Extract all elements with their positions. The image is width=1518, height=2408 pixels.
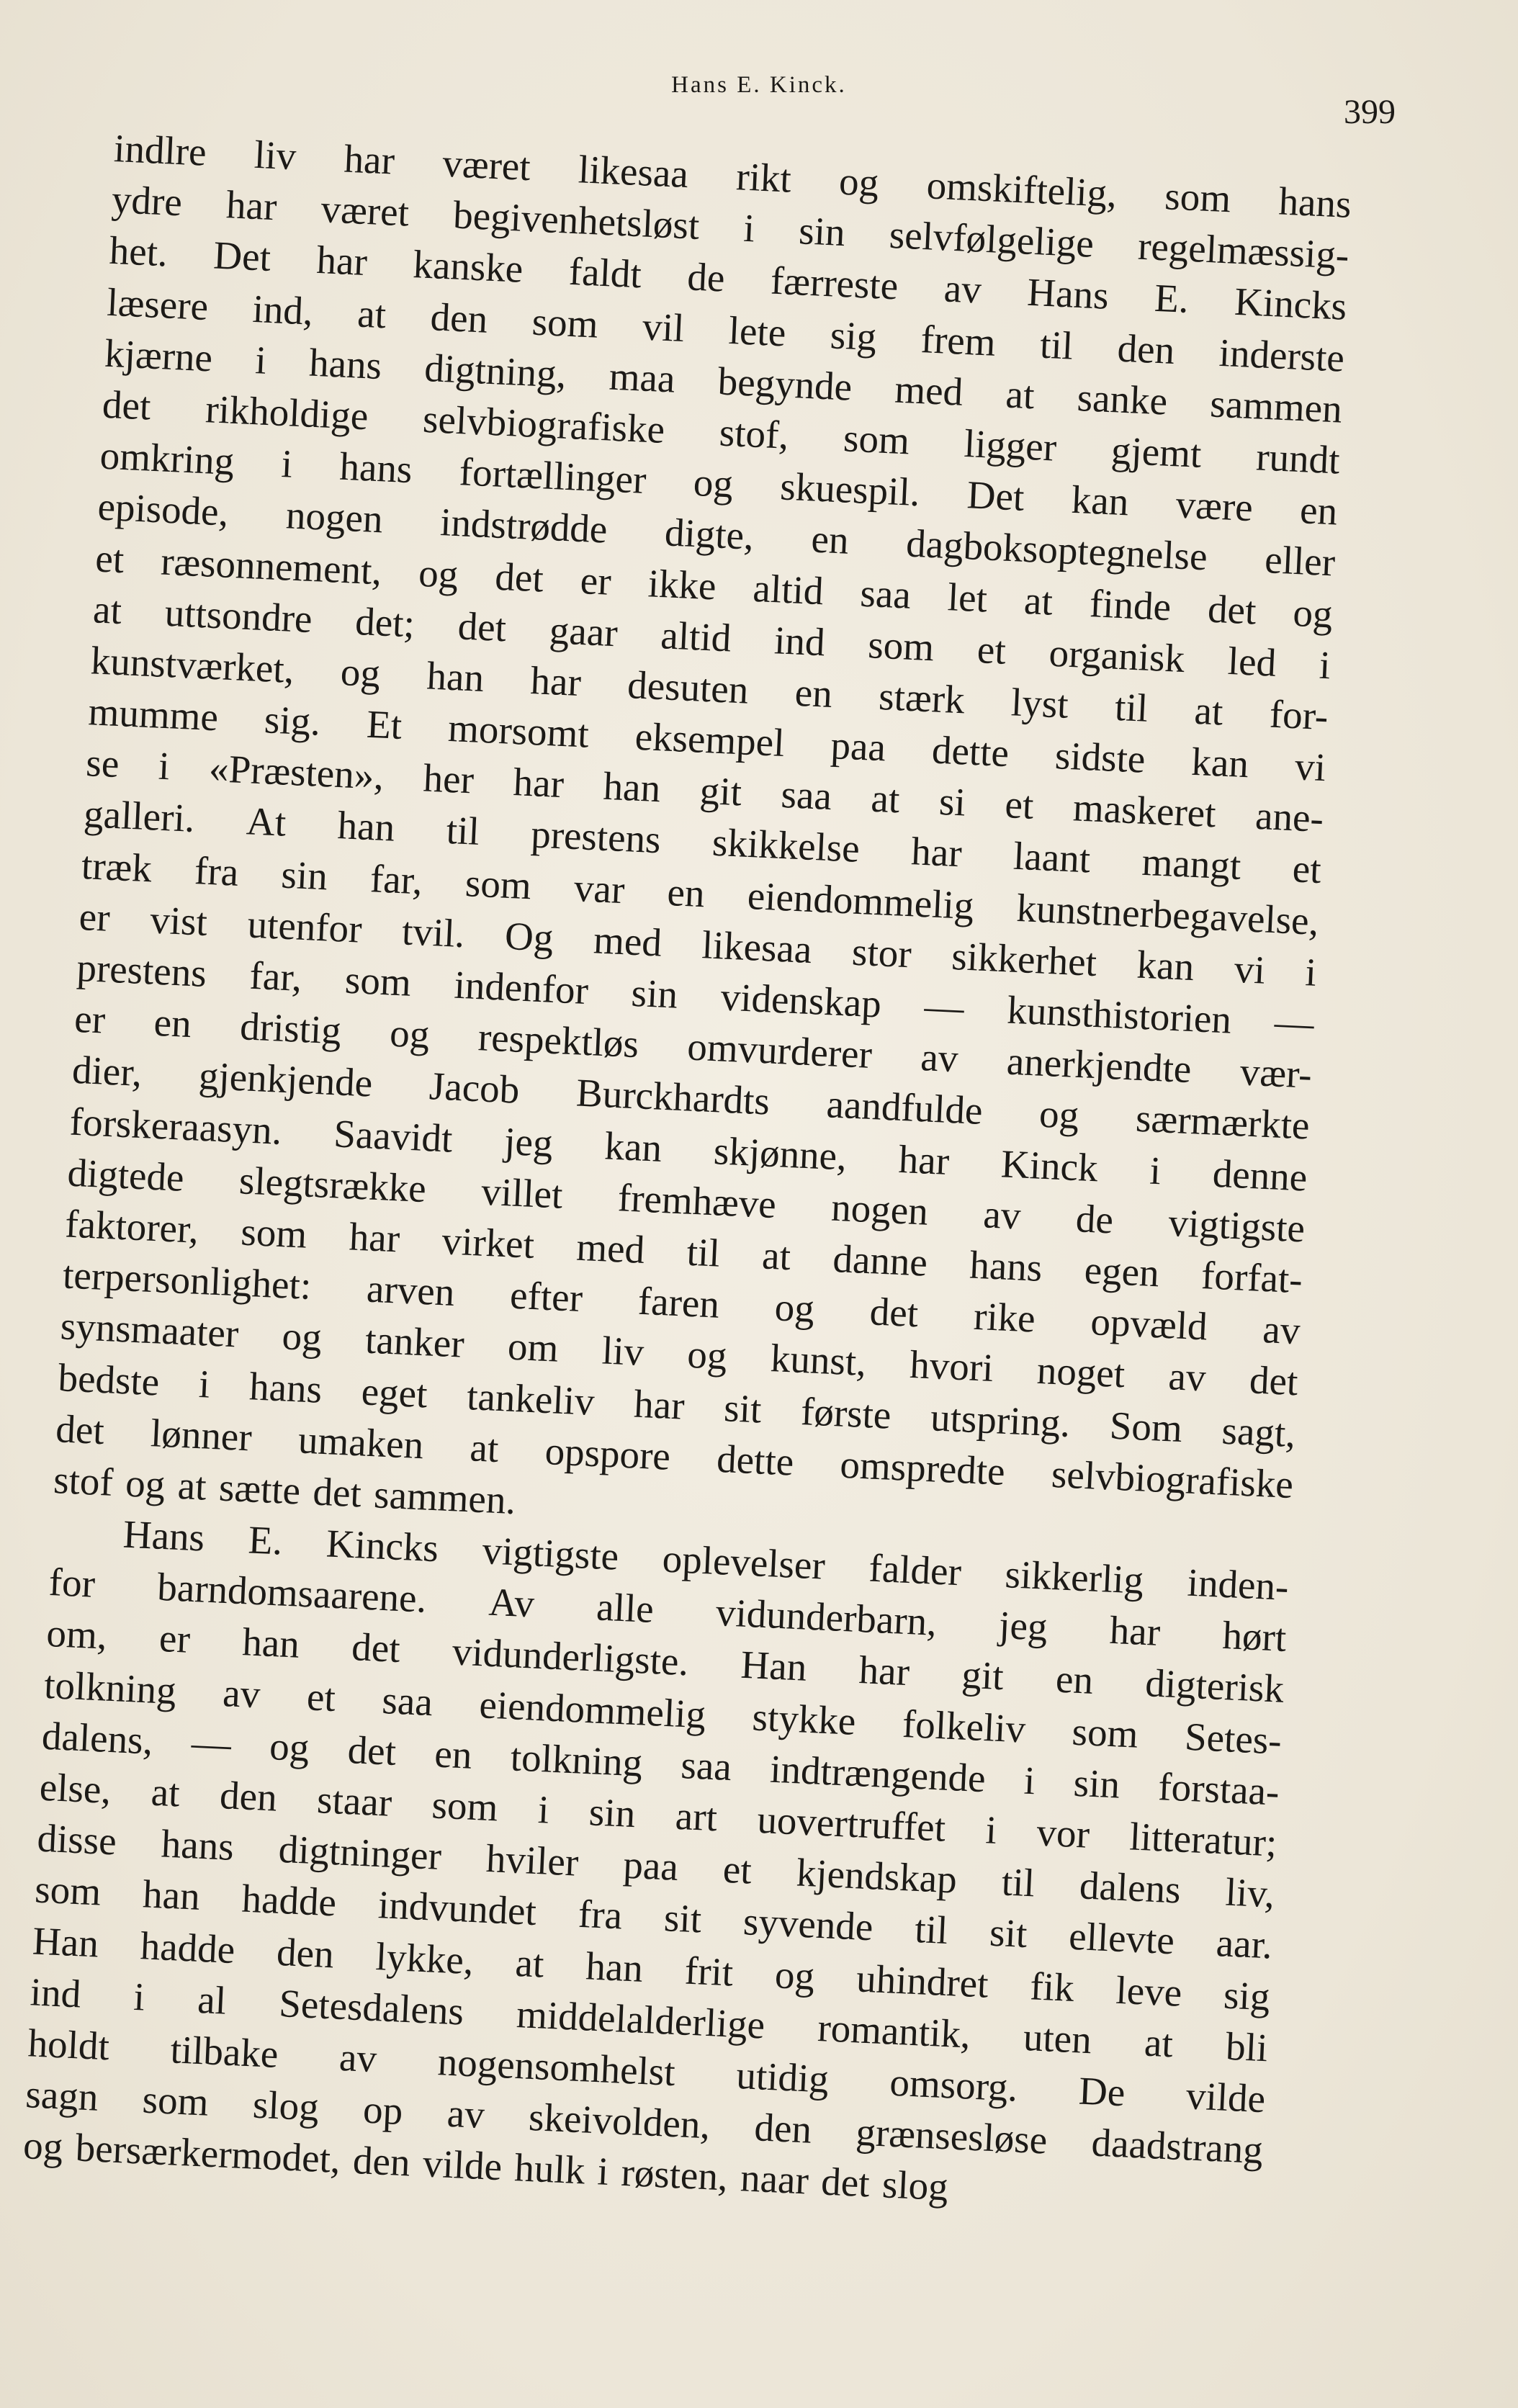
text-line: at uttsondre det; det gaar altid ind som et organisk led i: [91, 587, 1331, 687]
text-line: er vist utenfor tvil. Og med likesaa stor sikkerhet kan vi i: [78, 894, 1318, 994]
text-line: sagn som slog op av skeivolden, den grænsesløse daadstrang: [24, 2072, 1265, 2173]
text-line: dier, gjenkjende Jacob Burckhardts aandfulde og særmærkte: [71, 1048, 1311, 1149]
text-line: het. Det har kanske faldt de færreste av Hans E. Kincks: [108, 228, 1348, 329]
text-line: for barndomsaarene. Av alle vidunderbarn, jeg har hørt: [48, 1560, 1288, 1661]
text-line: forskeraasyn. Saavidt jeg kan skjønne, har Kinck i denne: [68, 1099, 1308, 1200]
text-line: synsmaater og tanker om liv og kunst, hvori noget av det: [59, 1303, 1299, 1404]
text-line: som han hadde indvundet fra sit syvende til sit ellevte aar.: [34, 1866, 1274, 1967]
text-line: stof og at sætte det sammen.: [53, 1457, 517, 1523]
text-line: Hans E. Kincks vigtigste oplevelser falder sikkerlig inden-: [122, 1511, 1290, 1609]
text-line: omkring i hans fortællinger og skuespil. Det kan være en: [99, 433, 1339, 534]
text-line: disse hans digtninger hviler paa et kjendskap til dalens liv,: [36, 1815, 1276, 1916]
text-line: læsere ind, at den som vil lete sig frem til den inderste: [106, 279, 1346, 380]
paragraph: [53, 122, 1352, 1561]
text-line: ydre har været begivenhetsløst i sin selvfølgelige regelmæssig-: [110, 177, 1350, 278]
text-line: digtede slegtsrække villet fremhæve nogen av de vigtigste: [66, 1150, 1306, 1251]
text-line: episode, nogen indstrødde digte, en dagboksoptegnelse eller: [96, 484, 1337, 585]
text-line: terpersonlighet: arven efter faren og det rike opvæld av: [61, 1252, 1301, 1353]
text-line: mumme sig. Et morsomt eksempel paa dette sidste kan vi: [87, 689, 1327, 790]
text-line: et ræsonnement, og det er ikke altid saa let at finde det og: [94, 535, 1334, 636]
text-line: tolkning av et saa eiendommelig stykke folkeliv som Setes-: [43, 1662, 1283, 1763]
text-line: og bersærkermodet, den vilde hulk i røsten, naar det slog: [22, 2123, 950, 2209]
text-line: bedste i hans eget tankeliv har sit første utspring. Som sagt,: [57, 1354, 1297, 1455]
running-head: Hans E. Kinck.: [671, 72, 847, 98]
text-line: ind i al Setesdalens middelalderlige romantik, uten at bli: [29, 1969, 1269, 2070]
text-line: faktorer, som har virket med til at danne hans egen forfat-: [64, 1201, 1304, 1302]
text-line: galleri. At han til prestens skikkelse har laant mangt et: [83, 791, 1322, 892]
text-line: indlre liv har været likesaa rikt og omskiftelig, som hans: [113, 125, 1352, 226]
text-line: om, er han det vidunderligste. Han har git en digterisk: [45, 1611, 1285, 1712]
text-line: er en dristig og respektløs omvurderer av anerkjendte vær-: [73, 996, 1313, 1097]
text-line: Han hadde den lykke, at han frit og uhindret fik leve sig: [31, 1918, 1271, 2018]
text-line: else, at den staar som i sin art uovertruffet i vor litteratur;: [38, 1764, 1278, 1865]
text-line: se i «Præsten», her har han git saa at si et maskeret ane-: [85, 740, 1325, 841]
text-line: kunstværket, og han har desuten en stærk lyst til at for-: [89, 638, 1329, 739]
body-text: [22, 122, 1352, 2227]
text-line: dalens, — og det en tolkning saa indtrængende i sin forstaa-: [40, 1713, 1280, 1814]
paragraph: [22, 1505, 1290, 2227]
text-line: træk fra sin far, som var en eiendommelig kunstnerbegavelse,: [80, 843, 1320, 943]
text-line: prestens far, som indenfor sin videnskap — kunsthistorien —: [76, 945, 1316, 1046]
text-line: det lønner umaken at opspore dette omspredte selvbiografiske: [55, 1406, 1295, 1506]
text-line: holdt tilbake av nogensomhelst utidig omsorg. De vilde: [27, 2021, 1267, 2121]
page-number: 399: [1344, 93, 1396, 131]
text-line: kjærne i hans digtning, maa begynde med at sanke sammen: [104, 331, 1344, 431]
text-line: det rikholdige selvbiografiske stof, som ligger gjemt rundt: [101, 382, 1341, 482]
